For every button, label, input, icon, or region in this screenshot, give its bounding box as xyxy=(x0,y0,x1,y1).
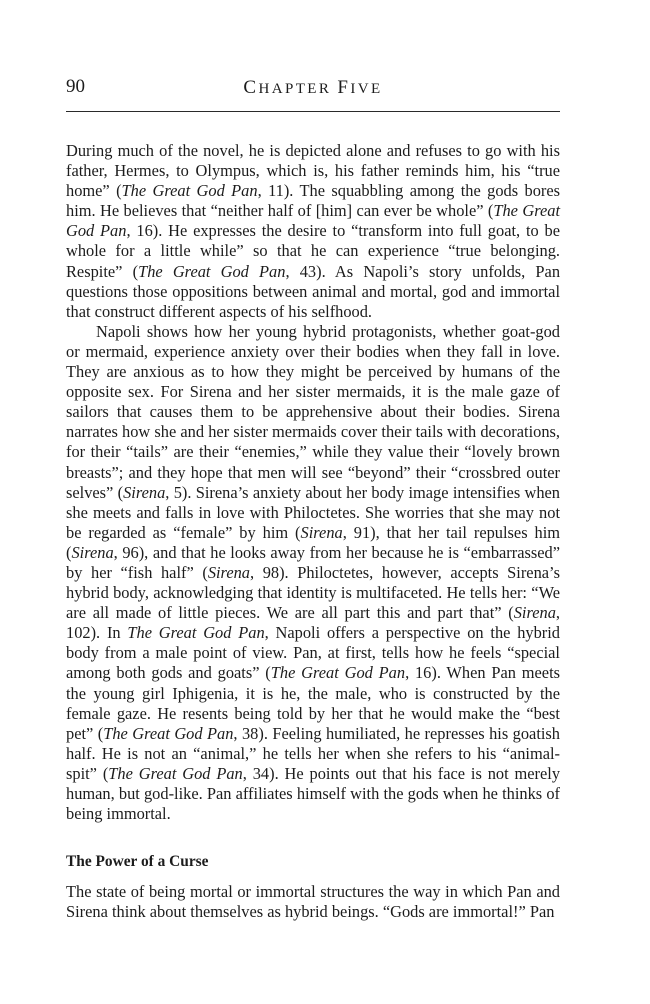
section-heading: The Power of a Curse xyxy=(66,853,209,871)
paragraph xyxy=(66,882,560,922)
body-text xyxy=(66,141,560,922)
text-run: , 5). Sirena’s anxiety about her body image intensifies when she meets and falls in love with Philoctetes. She worries that she may not be regarded as “female” by him ( xyxy=(66,482,561,542)
italic-title: Sirena xyxy=(513,603,556,623)
italic-title: The Great God Pan xyxy=(270,663,406,683)
text-run: , Napoli offers a perspective on the hybrid body from a male point of view. Pan, at first, tells how he feels “special among both gods and goats” ( xyxy=(66,623,561,683)
text-run: , 102). In xyxy=(66,603,560,643)
page-header xyxy=(66,76,560,102)
text-run: , 38). Feeling humiliated, he represses his goatish half. He is not an “animal,” he tells her when she refers to his “animal-spit” ( xyxy=(66,723,561,783)
paragraph xyxy=(66,322,560,824)
text-run: , 11). The squabbling among the gods bores him. He believes that “neither half of [him] can ever be whole” ( xyxy=(66,181,560,221)
paragraph xyxy=(66,141,560,322)
page-number: 90 xyxy=(66,76,85,97)
text-run: , 34). He points out that his face is not merely human, but god-like. Pan affiliates himself with the gods when he thinks of being immortal. xyxy=(66,763,561,824)
text-run: The state of being mortal or immortal structures the way in which Pan and Sirena think about themselves as hybrid beings. “Gods are immortal!” Pan xyxy=(66,882,560,922)
running-head xyxy=(66,78,560,99)
text-run: Napoli shows how her young hybrid protagonists, whether goat-god or mermaid, experience anxiety over their bodies when they fall in love. They are anxious as to how they might be perceived by humans of the opposite sex. For Sirena and her sister mermaids, it is the male gaze of sailors that causes them to be apprehensive about their bodies. Sirena narrates how she and her sister mermaids cover their tails with decorations, for their “tails” are their “enemies,” while they value their “lovely brown breasts”; and they hope that men will see “beyond” their “crossbred outer selves” ( xyxy=(66,321,560,502)
italic-title: The Great God Pan xyxy=(127,623,265,643)
italic-title: Sirena xyxy=(300,522,343,542)
italic-title: The Great God Pan xyxy=(108,763,243,783)
italic-title: The Great God Pan xyxy=(103,723,234,743)
text-run: During much of the novel, he is depicted alone and refuses to go with his father, Hermes, to Olympus, which is, his father reminds him, his “true home” ( xyxy=(66,141,560,201)
running-head-word-2: FIVE xyxy=(337,77,383,98)
text-run: , 91), that her tail repulses him ( xyxy=(66,522,560,562)
running-head-word-1: CHAPTER xyxy=(243,77,332,98)
italic-title: Sirena xyxy=(123,482,166,502)
italic-title: The Great God Pan xyxy=(138,261,286,281)
text-run: , 16). When Pan meets the young girl Iphigenia, it is he, the male, who is constructed by the female gaze. He resents being told by her that he would make the “best pet” ( xyxy=(66,663,561,743)
text-run: , 43). As Napoli’s story unfolds, Pan questions those oppositions between animal and mortal, god and immortal that construct different aspects of his selfhood. xyxy=(66,261,561,321)
italic-title: Sirena xyxy=(207,562,250,582)
text-run: , 98). Philoctetes, however, accepts Sirena’s hybrid body, acknowledging that identity is multifaceted. He tells her: “We are all made of little pieces. We are all part this and part that” ( xyxy=(66,562,560,623)
italic-title: The Great God Pan xyxy=(66,201,560,241)
italic-title: Sirena xyxy=(71,542,114,562)
text-run: , 16). He expresses the desire to “transform into full goat, to be whole for a little while” so that he can experience “true belonging. Respite” ( xyxy=(66,221,560,281)
text-run: , 96), and that he looks away from her because he is “embarrassed” by her “fish half” ( xyxy=(66,542,560,582)
italic-title: The Great God Pan xyxy=(121,181,258,201)
header-rule xyxy=(66,111,560,112)
